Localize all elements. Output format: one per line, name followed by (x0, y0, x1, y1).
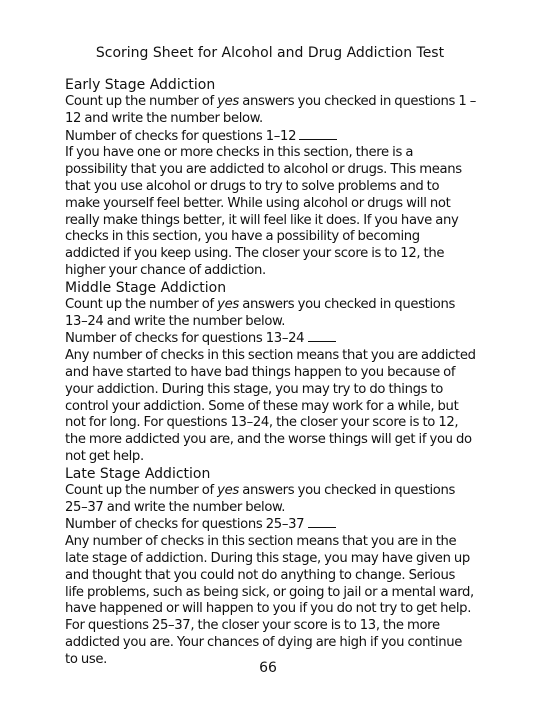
count-line (65, 128, 477, 146)
count-label: Number of checks for questions 25–37 (65, 517, 305, 533)
emphasis-yes: yes (217, 296, 239, 312)
section-body: If you have one or more checks in this section, there is a possibility that you are addicted to alcohol or drugs. This means that you use alcohol or drugs to try to solve problems and to make yourself feel better. While using alcohol or drugs will not really make things better, it will feel like it does. If you have any checks in this section, you have a possibility of becoming addicted if you keep using. The closer your score is to 12, the higher your chance of addiction. (65, 145, 462, 278)
page-number: 66 (259, 660, 277, 676)
instruction-text: Count up the number of yes answers you checked in questions 1 –12 and write the number below. (65, 94, 476, 126)
instruction-text: Count up the number of yes answers you checked in questions 13–24 and write the number below. (65, 296, 456, 329)
emphasis-yes: yes (217, 94, 239, 109)
count-line (65, 330, 477, 348)
section-body: Any number of checks in this section means that you are in the late stage of addiction. During this stage, you may have given up and thought that you could not do anything to change. Serious life problems, such as being sick, or going to jail or a mental ward, have happened or will happen to you if you do not try to get help. For questions 25–37, the closer your score is to 13, the more addicted you are. Your chances of dying are high if you continue to use. (65, 534, 474, 667)
section-heading: Middle Stage Addiction (65, 279, 227, 296)
section-early-stage (65, 77, 477, 280)
emphasis-yes: yes (217, 482, 239, 498)
section-heading: Late Stage Addiction (65, 465, 211, 482)
answer-blank[interactable] (299, 128, 337, 140)
section-body: Any number of checks in this section means that you are addicted and have started to have bad things happen to you because of your addiction. During this stage, you may try to do things to control your addiction. Some of these may work for a while, but not for long. For questions 13–24, the closer your score is to 12, the more addicted you are, and the worse things will get if you do not get help. (65, 348, 476, 464)
section-late-stage (65, 466, 477, 669)
count-label: Number of checks for questions 1–12 (65, 128, 297, 144)
page-title: Scoring Sheet for Alcohol and Drug Addiction Test (95, 45, 445, 61)
instruction-text: Count up the number of yes answers you checked in questions 25–37 and write the number below. (65, 482, 456, 515)
section-heading: Early Stage Addiction (65, 77, 216, 93)
answer-blank[interactable] (308, 330, 336, 342)
count-label: Number of checks for questions 13–24 (65, 331, 305, 347)
count-line (65, 516, 477, 534)
answer-blank[interactable] (308, 516, 336, 528)
document-content (65, 77, 477, 669)
section-middle-stage (65, 280, 477, 466)
